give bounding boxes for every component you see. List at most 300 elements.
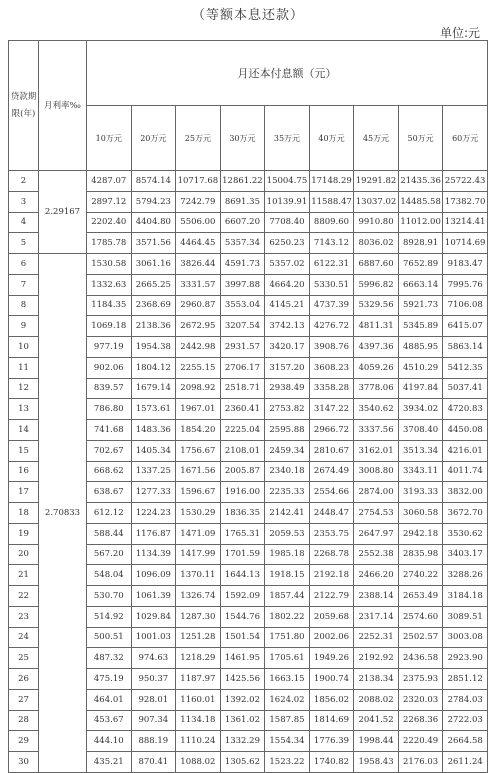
payment-cell: 1916.00	[220, 482, 265, 503]
payment-cell: 2088.02	[354, 689, 399, 710]
payment-cell: 1160.01	[176, 689, 221, 710]
payment-cell: 3832.00	[443, 482, 488, 503]
payment-cell: 3778.06	[354, 378, 399, 399]
payment-cell: 2502.57	[398, 627, 443, 648]
payment-cell: 1405.34	[131, 440, 176, 461]
payment-cell: 2122.79	[309, 586, 354, 607]
payment-cell: 4720.83	[443, 399, 488, 420]
payment-cell: 5506.00	[176, 212, 221, 233]
year-cell: 15	[9, 440, 39, 461]
table-row	[9, 254, 488, 275]
payment-cell: 2252.31	[354, 627, 399, 648]
payment-cell: 2722.03	[443, 710, 488, 731]
payment-cell: 1856.02	[309, 689, 354, 710]
year-cell: 12	[9, 378, 39, 399]
payment-cell: 1985.18	[265, 544, 310, 565]
payment-cell: 741.68	[87, 420, 132, 441]
payment-cell: 3608.23	[309, 357, 354, 378]
payment-cell: 5412.35	[443, 357, 488, 378]
amount-header: 60万元	[443, 106, 488, 171]
payment-cell: 8574.14	[131, 171, 176, 192]
payment-cell: 1523.22	[265, 752, 310, 773]
payment-cell: 2388.14	[354, 586, 399, 607]
payment-cell: 928.01	[131, 689, 176, 710]
payment-cell: 1958.43	[354, 752, 399, 773]
payment-cell: 2554.66	[309, 482, 354, 503]
payment-cell: 6122.31	[309, 254, 354, 275]
payment-cell: 1001.03	[131, 627, 176, 648]
payment-cell: 3826.44	[176, 254, 221, 275]
payment-cell: 4811.31	[354, 316, 399, 337]
payment-cell: 2225.04	[220, 420, 265, 441]
payment-cell: 2459.34	[265, 440, 310, 461]
payment-cell: 15004.75	[265, 171, 310, 192]
payment-cell: 870.41	[131, 752, 176, 773]
payment-cell: 5345.89	[398, 316, 443, 337]
payment-cell: 2706.17	[220, 357, 265, 378]
payment-cell: 1740.82	[309, 752, 354, 773]
payment-cell: 2255.15	[176, 357, 221, 378]
payment-cell: 1776.39	[309, 731, 354, 752]
payment-cell: 514.92	[87, 606, 132, 627]
payment-group-header: 月还本付息额（元）	[87, 41, 488, 106]
payment-cell: 1836.35	[220, 503, 265, 524]
payment-cell: 1967.01	[176, 399, 221, 420]
payment-cell: 2552.38	[354, 544, 399, 565]
payment-cell: 4287.07	[87, 171, 132, 192]
payment-cell: 6607.20	[220, 212, 265, 233]
payment-cell: 1679.14	[131, 378, 176, 399]
payment-cell: 2192.92	[354, 648, 399, 669]
payment-cell: 3343.11	[398, 461, 443, 482]
payment-cell: 4510.29	[398, 357, 443, 378]
payment-cell: 1705.61	[265, 648, 310, 669]
payment-cell: 13214.41	[443, 212, 488, 233]
payment-cell: 4664.20	[265, 274, 310, 295]
payment-cell: 1587.85	[265, 710, 310, 731]
amount-header: 45万元	[354, 106, 399, 171]
payment-cell: 1596.67	[176, 482, 221, 503]
payment-cell: 1785.78	[87, 233, 132, 254]
payment-cell: 3540.62	[354, 399, 399, 420]
payment-cell: 977.19	[87, 337, 132, 358]
payment-cell: 2192.18	[309, 565, 354, 586]
year-cell: 19	[9, 523, 39, 544]
payment-cell: 1326.74	[176, 586, 221, 607]
rate-cell: 2.29167	[39, 171, 87, 254]
payment-cell: 1305.62	[220, 752, 265, 773]
payment-cell: 1110.24	[176, 731, 221, 752]
payment-cell: 464.01	[87, 689, 132, 710]
payment-cell: 8809.60	[309, 212, 354, 233]
payment-cell: 17148.29	[309, 171, 354, 192]
payment-cell: 13037.02	[354, 191, 399, 212]
year-cell: 28	[9, 710, 39, 731]
payment-cell: 5329.56	[354, 295, 399, 316]
payment-cell: 1471.09	[176, 523, 221, 544]
year-cell: 21	[9, 565, 39, 586]
year-cell: 17	[9, 482, 39, 503]
payment-cell: 10717.68	[176, 171, 221, 192]
payment-cell: 8036.02	[354, 233, 399, 254]
payment-cell: 1814.69	[309, 710, 354, 731]
payment-cell: 9910.80	[354, 212, 399, 233]
payment-cell: 2874.00	[354, 482, 399, 503]
payment-cell: 1501.54	[220, 627, 265, 648]
payment-cell: 3530.62	[443, 523, 488, 544]
payment-cell: 4011.74	[443, 461, 488, 482]
payment-cell: 1949.26	[309, 648, 354, 669]
header-row	[9, 41, 488, 106]
payment-cell: 2931.57	[220, 337, 265, 358]
amount-header: 25万元	[176, 106, 221, 171]
payment-cell: 2041.52	[354, 710, 399, 731]
payment-cell: 4059.26	[354, 357, 399, 378]
payment-cell: 567.20	[87, 544, 132, 565]
payment-cell: 1900.74	[309, 669, 354, 690]
payment-cell: 1751.80	[265, 627, 310, 648]
year-cell: 5	[9, 233, 39, 254]
payment-cell: 1425.56	[220, 669, 265, 690]
payment-cell: 3420.17	[265, 337, 310, 358]
payment-cell: 453.67	[87, 710, 132, 731]
payment-cell: 1287.30	[176, 606, 221, 627]
payment-cell: 950.37	[131, 669, 176, 690]
payment-cell: 9183.47	[443, 254, 488, 275]
payment-cell: 2653.49	[398, 586, 443, 607]
payment-cell: 3162.01	[354, 440, 399, 461]
payment-cell: 1530.58	[87, 254, 132, 275]
payment-cell: 2442.98	[176, 337, 221, 358]
payment-cell: 1218.29	[176, 648, 221, 669]
payment-cell: 2320.03	[398, 689, 443, 710]
year-cell: 11	[9, 357, 39, 378]
payment-cell: 3403.17	[443, 544, 488, 565]
rate-cell: 2.70833	[39, 254, 87, 773]
payment-cell: 19291.82	[354, 171, 399, 192]
payment-cell: 2611.24	[443, 752, 488, 773]
payment-cell: 2851.12	[443, 669, 488, 690]
payment-cell: 1224.23	[131, 503, 176, 524]
payment-cell: 2923.90	[443, 648, 488, 669]
payment-cell: 2647.97	[354, 523, 399, 544]
payment-cell: 1554.34	[265, 731, 310, 752]
payment-cell: 1671.56	[176, 461, 221, 482]
payment-cell: 5357.34	[220, 233, 265, 254]
payment-cell: 1461.95	[220, 648, 265, 669]
year-cell: 7	[9, 274, 39, 295]
payment-cell: 5037.41	[443, 378, 488, 399]
payment-cell: 2098.92	[176, 378, 221, 399]
year-cell: 27	[9, 689, 39, 710]
payment-cell: 2059.53	[265, 523, 310, 544]
payment-cell: 974.63	[131, 648, 176, 669]
payment-cell: 888.19	[131, 731, 176, 752]
payment-cell: 2672.95	[176, 316, 221, 337]
year-cell: 22	[9, 586, 39, 607]
payment-cell: 2138.34	[354, 669, 399, 690]
payment-cell: 3003.08	[443, 627, 488, 648]
payment-cell: 1332.29	[220, 731, 265, 752]
payment-cell: 435.21	[87, 752, 132, 773]
year-cell: 6	[9, 254, 39, 275]
payment-cell: 2810.67	[309, 440, 354, 461]
payment-cell: 1756.67	[176, 440, 221, 461]
payment-cell: 5996.82	[354, 274, 399, 295]
payment-cell: 1337.25	[131, 461, 176, 482]
amount-header: 40万元	[309, 106, 354, 171]
payment-cell: 7652.89	[398, 254, 443, 275]
payment-cell: 612.12	[87, 503, 132, 524]
payment-cell: 3742.13	[265, 316, 310, 337]
payment-cell: 2436.58	[398, 648, 443, 669]
payment-cell: 1361.02	[220, 710, 265, 731]
payment-cell: 2005.87	[220, 461, 265, 482]
payment-cell: 2960.87	[176, 295, 221, 316]
payment-cell: 487.32	[87, 648, 132, 669]
payment-cell: 8691.35	[220, 191, 265, 212]
payment-cell: 668.62	[87, 461, 132, 482]
payment-cell: 4197.84	[398, 378, 443, 399]
payment-cell: 3553.04	[220, 295, 265, 316]
payment-cell: 1277.33	[131, 482, 176, 503]
payment-cell: 1701.59	[220, 544, 265, 565]
payment-cell: 2235.33	[265, 482, 310, 503]
payment-cell: 3708.40	[398, 420, 443, 441]
payment-cell: 2835.98	[398, 544, 443, 565]
payment-cell: 444.10	[87, 731, 132, 752]
payment-cell: 3513.34	[398, 440, 443, 461]
payment-cell: 3358.28	[309, 378, 354, 399]
payment-cell: 4404.80	[131, 212, 176, 233]
rate-header: 月利率‰	[39, 41, 87, 171]
payment-cell: 2375.93	[398, 669, 443, 690]
payment-cell: 4737.39	[309, 295, 354, 316]
payment-cell: 1804.12	[131, 357, 176, 378]
year-cell: 24	[9, 627, 39, 648]
payment-cell: 3337.56	[354, 420, 399, 441]
payment-cell: 2753.82	[265, 399, 310, 420]
payment-cell: 6663.14	[398, 274, 443, 295]
payment-cell: 2674.49	[309, 461, 354, 482]
amount-header: 30万元	[220, 106, 265, 171]
payment-cell: 2002.06	[309, 627, 354, 648]
payment-cell: 7143.12	[309, 233, 354, 254]
payment-cell: 1624.02	[265, 689, 310, 710]
payment-cell: 1854.20	[176, 420, 221, 441]
payment-cell: 1954.38	[131, 337, 176, 358]
payment-cell: 4216.01	[443, 440, 488, 461]
payment-cell: 3184.18	[443, 586, 488, 607]
payment-cell: 2664.58	[443, 731, 488, 752]
payment-cell: 14485.58	[398, 191, 443, 212]
payment-cell: 839.57	[87, 378, 132, 399]
table-header	[9, 41, 488, 171]
year-cell: 16	[9, 461, 39, 482]
payment-cell: 2518.71	[220, 378, 265, 399]
payment-cell: 2268.78	[309, 544, 354, 565]
payment-cell: 21435.36	[398, 171, 443, 192]
year-cell: 29	[9, 731, 39, 752]
year-cell: 3	[9, 191, 39, 212]
payment-cell: 2966.72	[309, 420, 354, 441]
payment-cell: 2574.60	[398, 606, 443, 627]
year-cell: 30	[9, 752, 39, 773]
amount-header: 35万元	[265, 106, 310, 171]
payment-cell: 8928.91	[398, 233, 443, 254]
payment-cell: 5794.23	[131, 191, 176, 212]
payment-cell: 1998.44	[354, 731, 399, 752]
payment-cell: 2268.36	[398, 710, 443, 731]
payment-cell: 2665.25	[131, 274, 176, 295]
page-title: （等额本息还款）	[191, 8, 304, 23]
payment-cell: 6250.23	[265, 233, 310, 254]
payment-cell: 3060.58	[398, 503, 443, 524]
payment-cell: 1187.97	[176, 669, 221, 690]
year-cell: 23	[9, 606, 39, 627]
payment-cell: 1918.15	[265, 565, 310, 586]
payment-cell: 2360.41	[220, 399, 265, 420]
payment-cell: 17382.70	[443, 191, 488, 212]
payment-cell: 2138.36	[131, 316, 176, 337]
year-cell: 26	[9, 669, 39, 690]
payment-cell: 1573.61	[131, 399, 176, 420]
payment-cell: 10139.91	[265, 191, 310, 212]
payment-cell: 2108.01	[220, 440, 265, 461]
payment-cell: 4885.95	[398, 337, 443, 358]
payment-cell: 500.51	[87, 627, 132, 648]
payment-cell: 2740.22	[398, 565, 443, 586]
payment-cell: 2220.49	[398, 731, 443, 752]
payment-cell: 1802.22	[265, 606, 310, 627]
payment-cell: 1184.35	[87, 295, 132, 316]
payment-cell: 11588.47	[309, 191, 354, 212]
payment-cell: 902.06	[87, 357, 132, 378]
payment-cell: 2176.03	[398, 752, 443, 773]
payment-cell: 702.67	[87, 440, 132, 461]
payment-cell: 786.80	[87, 399, 132, 420]
year-cell: 2	[9, 171, 39, 192]
amount-header: 50万元	[398, 106, 443, 171]
payment-cell: 2142.41	[265, 503, 310, 524]
payment-cell: 3672.70	[443, 503, 488, 524]
year-cell: 10	[9, 337, 39, 358]
repayment-table	[8, 40, 488, 773]
year-cell: 9	[9, 316, 39, 337]
payment-cell: 3908.76	[309, 337, 354, 358]
payment-cell: 2353.75	[309, 523, 354, 544]
payment-cell: 1029.84	[131, 606, 176, 627]
payment-cell: 3008.80	[354, 461, 399, 482]
payment-cell: 2942.18	[398, 523, 443, 544]
payment-cell: 1096.09	[131, 565, 176, 586]
payment-cell: 1483.36	[131, 420, 176, 441]
payment-cell: 1134.18	[176, 710, 221, 731]
payment-cell: 4397.36	[354, 337, 399, 358]
payment-cell: 11012.00	[398, 212, 443, 233]
year-cell: 8	[9, 295, 39, 316]
payment-cell: 25722.43	[443, 171, 488, 192]
payment-cell: 1663.15	[265, 669, 310, 690]
payment-cell: 1061.39	[131, 586, 176, 607]
payment-cell: 7242.79	[176, 191, 221, 212]
payment-cell: 7708.40	[265, 212, 310, 233]
years-header: 贷款期限(年)	[9, 41, 39, 171]
payment-cell: 5357.02	[265, 254, 310, 275]
payment-cell: 1392.02	[220, 689, 265, 710]
payment-cell: 1544.76	[220, 606, 265, 627]
payment-cell: 2448.47	[309, 503, 354, 524]
payment-cell: 4464.45	[176, 233, 221, 254]
year-cell: 14	[9, 420, 39, 441]
payment-cell: 638.67	[87, 482, 132, 503]
payment-cell: 3193.33	[398, 482, 443, 503]
payment-cell: 2784.03	[443, 689, 488, 710]
payment-cell: 1088.02	[176, 752, 221, 773]
payment-cell: 4450.08	[443, 420, 488, 441]
payment-cell: 1857.44	[265, 586, 310, 607]
payment-cell: 1644.13	[220, 565, 265, 586]
payment-cell: 530.70	[87, 586, 132, 607]
payment-cell: 2340.18	[265, 461, 310, 482]
payment-cell: 3147.22	[309, 399, 354, 420]
payment-cell: 12861.22	[220, 171, 265, 192]
year-cell: 13	[9, 399, 39, 420]
payment-cell: 2595.88	[265, 420, 310, 441]
payment-cell: 5330.51	[309, 274, 354, 295]
payment-cell: 1417.99	[176, 544, 221, 565]
year-cell: 4	[9, 212, 39, 233]
payment-cell: 1332.63	[87, 274, 132, 295]
payment-cell: 5921.73	[398, 295, 443, 316]
payment-cell: 10714.69	[443, 233, 488, 254]
payment-cell: 3331.57	[176, 274, 221, 295]
payment-cell: 7995.76	[443, 274, 488, 295]
unit-label: 单位:元	[439, 26, 480, 40]
payment-cell: 2368.69	[131, 295, 176, 316]
payment-cell: 1069.18	[87, 316, 132, 337]
amount-header: 10万元	[87, 106, 132, 171]
amount-header: 20万元	[131, 106, 176, 171]
payment-cell: 3157.20	[265, 357, 310, 378]
payment-cell: 1592.09	[220, 586, 265, 607]
payment-cell: 6887.60	[354, 254, 399, 275]
payment-cell: 2317.14	[354, 606, 399, 627]
year-cell: 20	[9, 544, 39, 565]
payment-cell: 475.19	[87, 669, 132, 690]
payment-cell: 3997.88	[220, 274, 265, 295]
payment-cell: 7106.08	[443, 295, 488, 316]
table-body	[9, 171, 488, 773]
payment-cell: 2754.53	[354, 503, 399, 524]
payment-cell: 4145.21	[265, 295, 310, 316]
payment-cell: 1530.29	[176, 503, 221, 524]
payment-cell: 2466.20	[354, 565, 399, 586]
payment-cell: 3934.02	[398, 399, 443, 420]
payment-cell: 1765.31	[220, 523, 265, 544]
payment-cell: 3207.54	[220, 316, 265, 337]
payment-cell: 907.34	[131, 710, 176, 731]
payment-cell: 1370.11	[176, 565, 221, 586]
payment-cell: 4276.72	[309, 316, 354, 337]
payment-cell: 2938.49	[265, 378, 310, 399]
payment-cell: 588.44	[87, 523, 132, 544]
payment-cell: 2059.68	[309, 606, 354, 627]
payment-cell: 2897.12	[87, 191, 132, 212]
payment-cell: 4591.73	[220, 254, 265, 275]
payment-cell: 1251.28	[176, 627, 221, 648]
payment-cell: 5863.14	[443, 337, 488, 358]
